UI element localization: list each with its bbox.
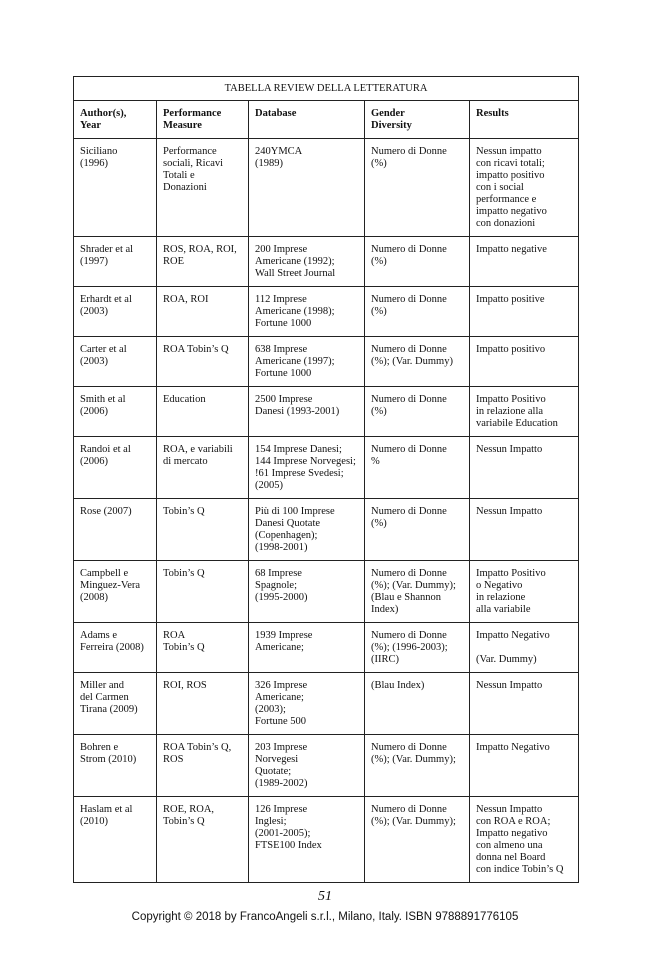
cell-performance: ROA Tobin’s Q <box>157 337 249 387</box>
cell-database: 200 Imprese Americane (1992); Wall Street Journal <box>249 237 365 287</box>
column-header-performance: Performance Measure <box>157 101 249 139</box>
cell-performance: ROA Tobin’s Q <box>157 623 249 673</box>
table-row <box>74 139 579 237</box>
table-row <box>74 673 579 735</box>
cell-database: 154 Imprese Danesi; 144 Imprese Norvegesi; !61 Imprese Svedesi; (2005) <box>249 437 365 499</box>
cell-performance: ROI, ROS <box>157 673 249 735</box>
cell-results: Impatto Positivo in relazione alla variabile Education <box>470 387 579 437</box>
cell-results: Nessun Impatto <box>470 673 579 735</box>
cell-database: 326 Imprese Americane; (2003); Fortune 500 <box>249 673 365 735</box>
cell-results: Nessun Impatto con ROA e ROA; Impatto negativo con almeno una donna nel Board con indice Tobin’s Q <box>470 797 579 883</box>
cell-results: Nessun Impatto <box>470 499 579 561</box>
cell-performance: Tobin’s Q <box>157 499 249 561</box>
cell-performance: ROA, e variabili di mercato <box>157 437 249 499</box>
cell-performance: ROE, ROA, Tobin’s Q <box>157 797 249 883</box>
cell-gender: Numero di Donne (%) <box>365 139 470 237</box>
table-row <box>74 797 579 883</box>
cell-author: Rose (2007) <box>74 499 157 561</box>
cell-database: 2500 Imprese Danesi (1993-2001) <box>249 387 365 437</box>
cell-database: 203 Imprese Norvegesi Quotate; (1989-2002) <box>249 735 365 797</box>
table-header-row <box>74 101 579 139</box>
column-header-author: Author(s), Year <box>74 101 157 139</box>
table-row <box>74 561 579 623</box>
cell-results: Impatto positivo <box>470 337 579 387</box>
cell-gender: Numero di Donne (%); (Var. Dummy) <box>365 337 470 387</box>
cell-performance: Education <box>157 387 249 437</box>
table-row <box>74 623 579 673</box>
cell-author: Erhardt et al (2003) <box>74 287 157 337</box>
cell-database: 240YMCA (1989) <box>249 139 365 237</box>
cell-gender: Numero di Donne (%) <box>365 237 470 287</box>
cell-gender: Numero di Donne (%); (Var. Dummy); <box>365 735 470 797</box>
cell-database: 638 Imprese Americane (1997); Fortune 1000 <box>249 337 365 387</box>
cell-results: Impatto Positivo o Negativo in relazione alla variabile <box>470 561 579 623</box>
cell-performance: Performance sociali, Ricavi Totali e Donazioni <box>157 139 249 237</box>
cell-results: Impatto Negativo (Var. Dummy) <box>470 623 579 673</box>
column-header-database: Database <box>249 101 365 139</box>
column-header-gender: Gender Diversity <box>365 101 470 139</box>
cell-author: Siciliano (1996) <box>74 139 157 237</box>
cell-performance: Tobin’s Q <box>157 561 249 623</box>
cell-results: Impatto positive <box>470 287 579 337</box>
cell-performance: ROA Tobin’s Q, ROS <box>157 735 249 797</box>
cell-gender: Numero di Donne (%) <box>365 287 470 337</box>
table-row <box>74 337 579 387</box>
cell-author: Miller and del Carmen Tirana (2009) <box>74 673 157 735</box>
cell-author: Carter et al (2003) <box>74 337 157 387</box>
table-caption: TABELLA REVIEW DELLA LETTERATURA <box>74 77 579 101</box>
column-header-results: Results <box>470 101 579 139</box>
cell-results: Nessun impatto con ricavi totali; impatto positivo con i social performance e impatto negativo con donazioni <box>470 139 579 237</box>
cell-database: Più di 100 Imprese Danesi Quotate (Copenhagen); (1998-2001) <box>249 499 365 561</box>
cell-gender: Numero di Donne (%) <box>365 387 470 437</box>
cell-database: 68 Imprese Spagnole; (1995-2000) <box>249 561 365 623</box>
cell-author: Haslam et al (2010) <box>74 797 157 883</box>
table-caption-row <box>74 77 579 101</box>
cell-gender: Numero di Donne (%); (Var. Dummy); (Blau e Shannon Index) <box>365 561 470 623</box>
cell-database: 126 Imprese Inglesi; (2001-2005); FTSE100 Index <box>249 797 365 883</box>
table-row <box>74 387 579 437</box>
cell-database: 1939 Imprese Americane; <box>249 623 365 673</box>
table-row <box>74 287 579 337</box>
cell-author: Randoi et al (2006) <box>74 437 157 499</box>
cell-gender: (Blau Index) <box>365 673 470 735</box>
page-number: 51 <box>318 889 332 904</box>
table-row <box>74 437 579 499</box>
cell-gender: Numero di Donne (%) <box>365 499 470 561</box>
table-row <box>74 237 579 287</box>
cell-author: Bohren e Strom (2010) <box>74 735 157 797</box>
cell-author: Campbell e Minguez-Vera (2008) <box>74 561 157 623</box>
cell-results: Impatto negative <box>470 237 579 287</box>
table-row <box>74 499 579 561</box>
cell-results: Impatto Negativo <box>470 735 579 797</box>
cell-author: Adams e Ferreira (2008) <box>74 623 157 673</box>
cell-gender: Numero di Donne (%); (1996-2003); (IIRC) <box>365 623 470 673</box>
cell-gender: Numero di Donne (%); (Var. Dummy); <box>365 797 470 883</box>
table-row <box>74 735 579 797</box>
cell-author: Smith et al (2006) <box>74 387 157 437</box>
literature-review-table <box>73 76 579 883</box>
cell-results: Nessun Impatto <box>470 437 579 499</box>
table-body <box>74 139 579 883</box>
cell-gender: Numero di Donne % <box>365 437 470 499</box>
copyright-notice: Copyright © 2018 by FrancoAngeli s.r.l., Milano, Italy. ISBN 9788891776105 <box>131 911 519 923</box>
cell-performance: ROS, ROA, ROI, ROE <box>157 237 249 287</box>
cell-performance: ROA, ROI <box>157 287 249 337</box>
cell-database: 112 Imprese Americane (1998); Fortune 1000 <box>249 287 365 337</box>
cell-author: Shrader et al (1997) <box>74 237 157 287</box>
